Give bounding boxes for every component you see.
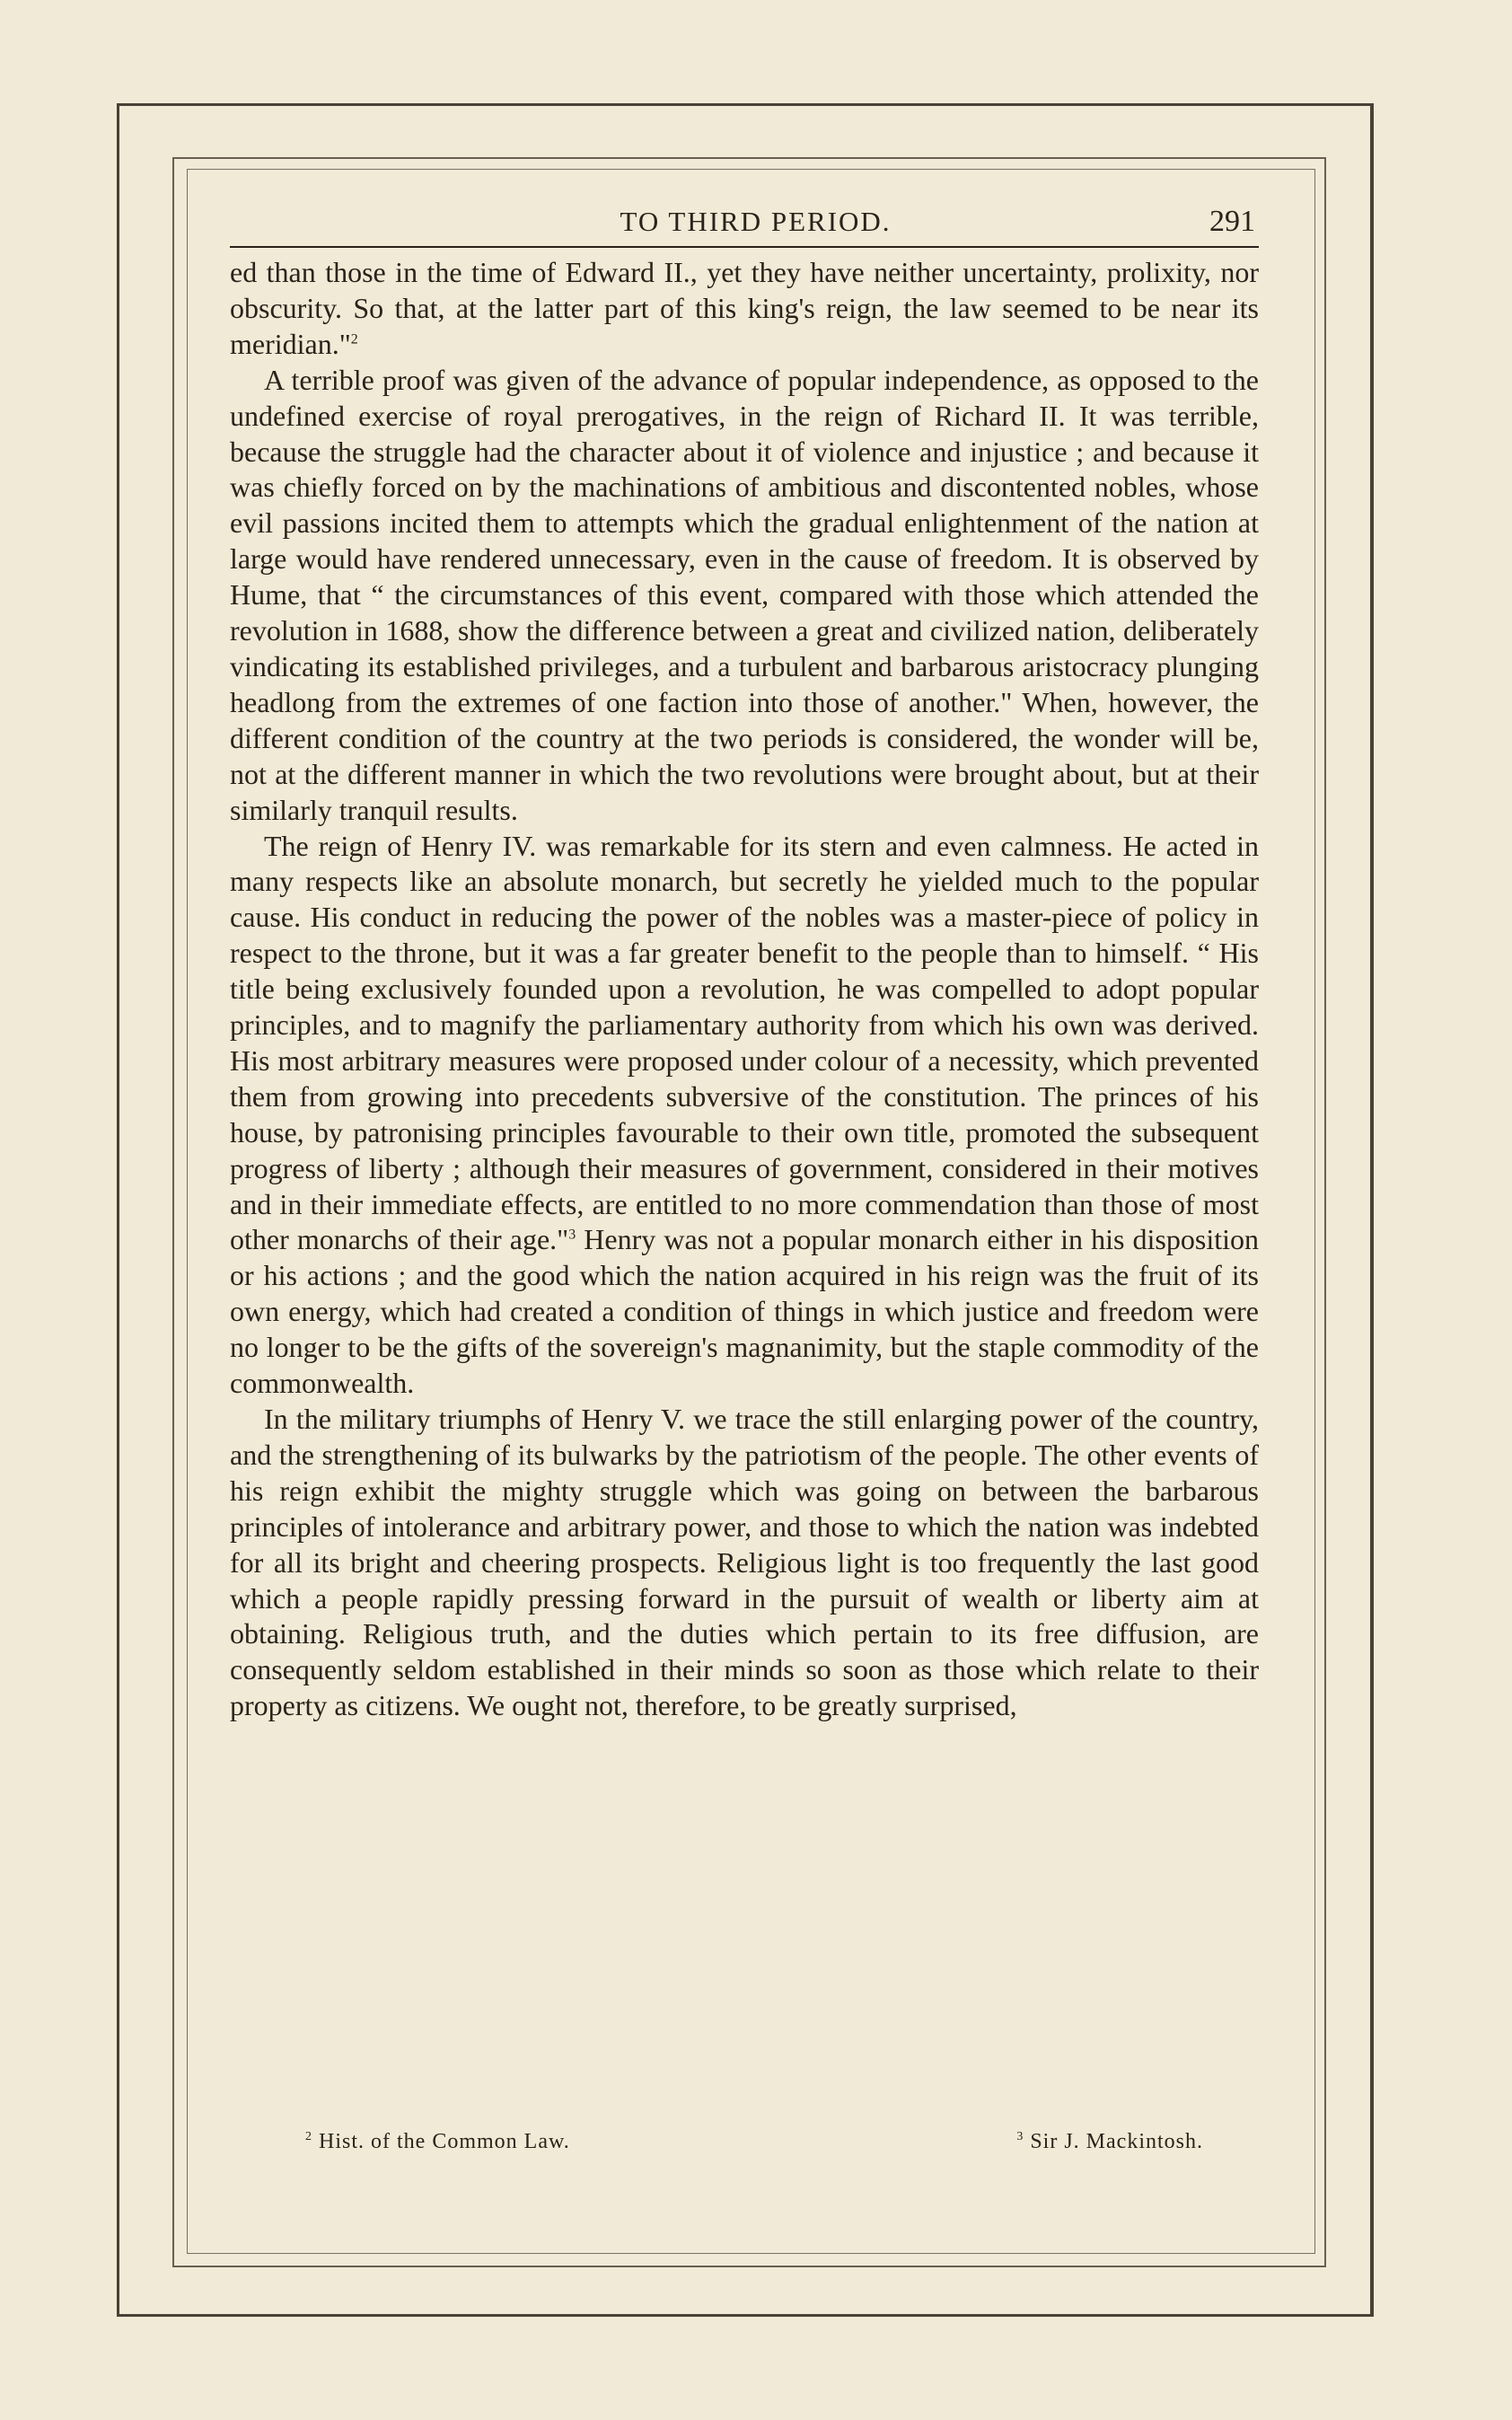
paragraph (230, 829, 1259, 1403)
running-title: TO THIRD PERIOD. (620, 206, 892, 237)
page-number: 291 (1209, 205, 1255, 238)
footnote-reference: 3 (568, 1227, 576, 1243)
body-text (230, 255, 1259, 1724)
paragraph-continued (230, 255, 1259, 363)
paragraph (230, 363, 1259, 829)
book-page (230, 205, 1259, 1724)
paragraph-text: The reign of Henry IV. was remarkable for its stern and even calmness. He acted in many respects like an absolute monarch, but secretly he yielded much to the popular cause. His conduct in reducing the power of the nobles was a master-piece of policy in respect to the throne, but it was a far greater benefit to the people than to himself. “ His title being exclusively founded upon a revolution, he was compelled to adopt popular principles, and to magnify the parliamentary authority from which his own was derived. His most arbitrary measures were proposed under colour of a necessity, which prevented them from growing into precedents subversive of the constitution. The princes of his house, by patronising principles favourable to their own title, promoted the subsequent progress of liberty ; although their measures of government, considered in their motives and in their immediate effects, are entitled to no more commendation than those of most other monarchs of their age." (230, 829, 1259, 1256)
paragraph-text: A terrible proof was given of the advance of popular independence, as opposed to the undefined exercise of royal prerogatives, in the reign of Richard II. It was terrible, because the struggle had the character about it of violence and injustice ; and because it was chiefly forced on by the machinations of ambitious and discontented nobles, whose evil passions incited them to attempts which the gradual enlightenment of the nation at large would have rendered unnecessary, even in the cause of freedom. It is observed by Hume, that “ the circumstances of this event, compared with those which attended the revolution in 1688, show the difference between a great and civilized nation, deliberately vindicating its established privileges, and a turbulent and barbarous aristocracy plunging headlong from the extremes of one faction into those of another." When, however, the different condition of the country at the two periods is considered, the wonder will be, not at the different manner in which the two revolutions were brought about, but at their similarly tranquil results. (230, 363, 1259, 826)
footnote-text: Sir J. Mackintosh. (1030, 2130, 1203, 2153)
running-head (230, 205, 1259, 248)
paragraph (230, 1402, 1259, 1724)
paragraph-text: Henry was not a popular monarch either in his disposition or his actions ; and the good which the nation acquired in his reign was the fruit of its own energy, which had created a condition of things in which justice and freedom were no longer to be the gifts of the sovereign's magnanimity, but the staple commodity of the commonwealth. (230, 1223, 1260, 1400)
paragraph-text: ed than those in the time of Edward II., yet they have neither uncertainty, prolixity, nor obscurity. So that, at the latter part of this king's reign, the law seemed to be near its meridian." (230, 256, 1259, 360)
footnotes (305, 2130, 1203, 2154)
paragraph-text: In the military triumphs of Henry V. we trace the still enlarging power of the country, and the strengthening of its bulwarks by the patriotism of the people. The other events of his reign exhibit the mighty struggle which was going on between the barbarous principles of intolerance and arbitrary power, and those to which the nation was indebted for all its bright and cheering prospects. Religious light is too frequently the last good which a people rapidly pressing forward in the pursuit of wealth or liberty aim at obtaining. Religious truth, and the duties which pertain to its free diffusion, are consequently seldom established in their minds so soon as those which relate to their property as citizens. We ought not, therefore, to be greatly surprised, (230, 1403, 1259, 1722)
footnote-reference: 2 (350, 331, 358, 348)
footnote-text: Hist. of the Common Law. (319, 2130, 570, 2153)
footnote (1016, 2130, 1203, 2154)
footnote-mark: 2 (305, 2130, 312, 2143)
footnote-mark: 3 (1016, 2130, 1024, 2143)
footnote (305, 2130, 570, 2154)
